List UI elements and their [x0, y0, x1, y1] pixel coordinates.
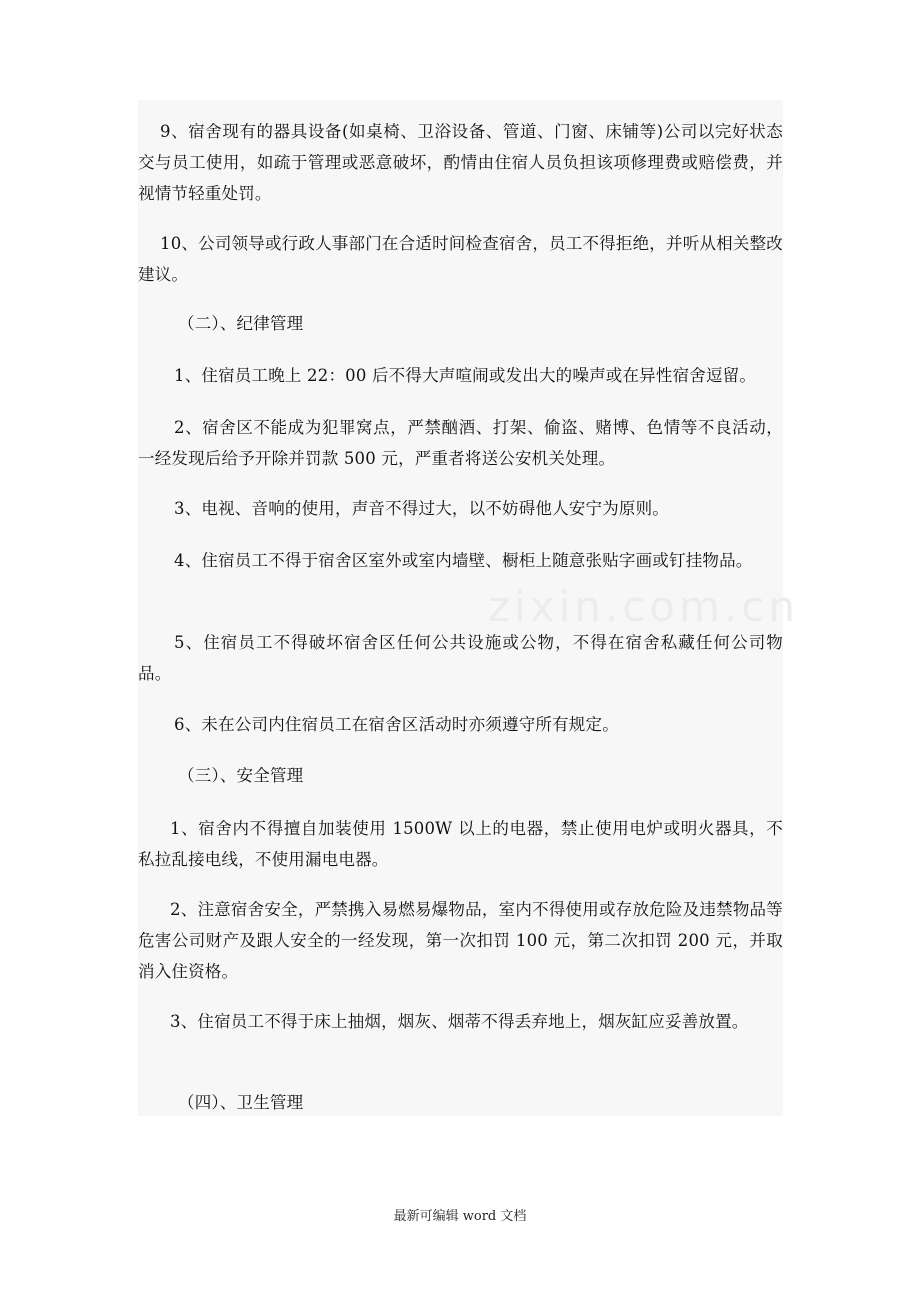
discipline-item-3: 3、电视、音响的使用，声音不得过大，以不妨碍他人安宁为原则。 — [174, 499, 669, 518]
safety-item-2: 2、注意宿舍安全，严禁携入易燃易爆物品，室内不得使用或存放危险及违禁物品等危害公司财产及跟人安全的一经发现，第一次扣罚 100 元，第二次扣罚 200 元，并取消入住资格。 — [138, 900, 783, 981]
discipline-item-1: 1、住宿员工晚上 22：00 后不得大声喧闹或发出大的噪声或在异性宿舍逗留。 — [174, 366, 757, 385]
discipline-item-4: 4、住宿员工不得于宿舍区室外或室内墙壁、橱柜上随意张贴字画或钉挂物品。 — [174, 551, 753, 570]
section-heading-safety: （三）、安全管理 — [178, 766, 304, 785]
discipline-item-5: 5、住宿员工不得破坏宿舍区任何公共设施或公物，不得在宿舍私藏任何公司物品。 — [138, 633, 783, 683]
section-heading-hygiene: （四）、卫生管理 — [178, 1093, 304, 1112]
section-heading-discipline: （二）、纪律管理 — [178, 314, 304, 333]
discipline-item-6: 6、未在公司内住宿员工在宿舍区活动时亦须遵守所有规定。 — [174, 715, 619, 734]
paragraph-10: 10、公司领导或行政人事部门在合适时间检查宿舍，员工不得拒绝，并听从相关整改建议。 — [138, 234, 783, 284]
discipline-item-2: 2、宿舍区不能成为犯罪窝点，严禁酗酒、打架、偷盗、赌博、色情等不良活动，一经发现后给予开除并罚款 500 元，严重者将送公安机关处理。 — [138, 418, 783, 468]
safety-item-3: 3、住宿员工不得于床上抽烟，烟灰、烟蒂不得丢弃地上，烟灰缸应妥善放置。 — [170, 1012, 749, 1031]
watermark: zixin.com.cn — [488, 582, 799, 631]
safety-item-1: 1、宿舍内不得擅自加装使用 1500W 以上的电器，禁止使用电炉或明火器具，不私拉乱接电线，不使用漏电电器。 — [138, 819, 783, 869]
paragraph-9: 9、宿舍现有的器具设备(如桌椅、卫浴设备、管道、门窗、床铺等)公司以完好状态交与员工使用，如疏于管理或恶意破坏，酌情由住宿人员负担该项修理费或赔偿费，并视情节轻重处罚。 — [138, 122, 783, 203]
footer-text: 最新可编辑 word 文档 — [393, 1209, 527, 1224]
